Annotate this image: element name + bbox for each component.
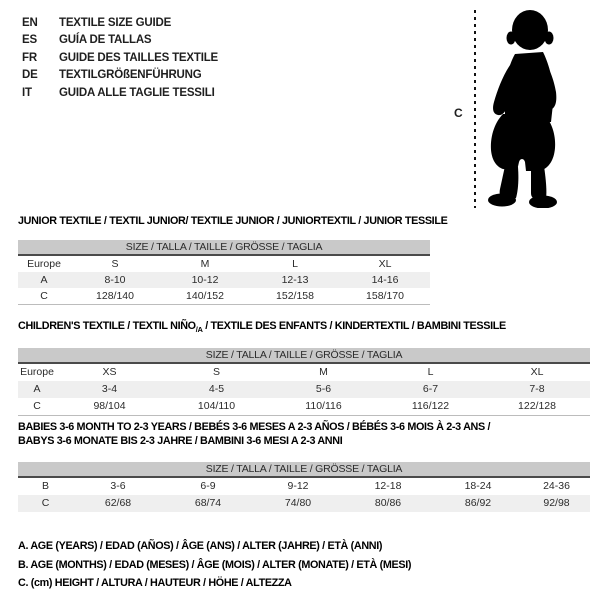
table-row (18, 288, 430, 305)
language-label: TEXTILE SIZE GUIDE (59, 17, 172, 29)
baby-silhouette-image (487, 8, 572, 208)
table-cell: 8-10 (70, 272, 160, 288)
row-label: Europe (20, 366, 54, 378)
row-label: A (18, 381, 56, 398)
table-cell: 98/104 (56, 398, 163, 416)
row-label: C (18, 288, 70, 305)
footnote-age-years: A. AGE (YEARS) / EDAD (AÑOS) / ÂGE (ANS) / ALTER (JAHRE) / ETÀ (ANNI) (18, 540, 383, 552)
children-title-text: CHILDREN'S TEXTILE / TEXTIL NIÑO (18, 320, 196, 332)
footnote-height: C. (cm) HEIGHT / ALTURA / HAUTEUR / HÖHE / ALTEZZA (18, 577, 292, 590)
language-code: DE (22, 69, 38, 82)
junior-table-title: JUNIOR TEXTILE / TEXTIL JUNIOR/ TEXTILE JUNIOR / JUNIORTEXTIL / JUNIOR TESSILE (18, 215, 448, 227)
language-label: GUÍA DE TALLAS (59, 34, 152, 47)
height-measure-label: C (454, 106, 463, 120)
language-code: IT (22, 86, 32, 99)
table-cell: 14-16 (340, 272, 430, 288)
row-label: C (18, 398, 56, 416)
table-cell: 140/152 (160, 288, 250, 305)
table-cell: 80/86 (343, 495, 433, 512)
table-cell: 5-6 (270, 381, 377, 398)
language-row (22, 32, 218, 49)
size-header: SIZE / TALLA / TAILLE / GRÖSSE / TAGLIA (18, 348, 590, 363)
table-cell: 6-7 (377, 381, 484, 398)
table-cell: 74/80 (253, 495, 343, 512)
language-label: TEXTILGRÖßENFÜHRUNG (59, 69, 202, 82)
babies-size-table (18, 462, 590, 512)
children-title-subscript: /A (195, 325, 203, 335)
footnotes (18, 537, 411, 593)
table-cell: 3-6 (110, 480, 126, 492)
table-cell: 68/74 (163, 495, 253, 512)
table-row (18, 272, 430, 288)
table-cell: 92/98 (523, 495, 590, 512)
babies-title-line1: BABIES 3-6 MONTH TO 2-3 YEARS / BEBÉS 3-6 MESES A 2-3 AÑOS / BÉBÉS 3-6 MOIS À 2-3 ANS / (18, 421, 491, 433)
table-cell: 104/110 (163, 398, 270, 416)
row-label: A (18, 272, 70, 288)
table-cell: 18-24 (464, 480, 492, 492)
language-label: GUIDE DES TAILLES TEXTILE (59, 51, 218, 64)
table-cell: M (200, 258, 210, 270)
table-cell: 6-9 (200, 480, 216, 492)
table-cell: 7-8 (484, 381, 590, 398)
table-cell: L (427, 366, 434, 378)
row-label: Europe (27, 258, 61, 270)
table-row (18, 495, 590, 512)
table-cell: 158/170 (340, 288, 430, 305)
size-header: SIZE / TALLA / TAILLE / GRÖSSE / TAGLIA (18, 240, 430, 255)
babies-title-line2: BABYS 3-6 MONATE BIS 2-3 JAHRE / BAMBINI 3-6 MESI A 2-3 ANNI (18, 434, 343, 447)
children-title-text: / TEXTILE DES ENFANTS / KINDERTEXTIL / BAMBINI TESSILE (202, 320, 506, 332)
language-row (22, 67, 218, 84)
children-size-table (18, 348, 590, 416)
table-cell: L (292, 258, 298, 270)
table-row (18, 363, 590, 381)
language-row (22, 85, 218, 102)
size-header: SIZE / TALLA / TAILLE / GRÖSSE / TAGLIA (18, 462, 590, 477)
table-cell: 152/158 (250, 288, 340, 305)
table-cell: 86/92 (433, 495, 523, 512)
table-row (18, 477, 590, 495)
table-cell: 110/116 (270, 398, 377, 416)
language-row (22, 50, 218, 67)
children-table-title (18, 320, 506, 337)
table-cell: XS (102, 366, 117, 378)
junior-size-table (18, 240, 430, 305)
row-label: B (41, 480, 49, 492)
language-code: ES (22, 34, 37, 47)
row-label: C (18, 495, 73, 512)
table-cell: S (212, 366, 220, 378)
table-row (18, 398, 590, 416)
table-cell: 10-12 (160, 272, 250, 288)
table-cell: M (319, 366, 328, 378)
table-cell: 24-36 (543, 480, 570, 492)
language-code: FR (22, 51, 37, 64)
table-cell: XL (530, 366, 544, 378)
height-dashed-line (474, 10, 476, 208)
table-cell: 62/68 (73, 495, 163, 512)
table-cell: 122/128 (484, 398, 590, 416)
table-cell: 12-18 (374, 480, 402, 492)
table-row (18, 255, 430, 272)
table-row (18, 381, 590, 398)
footnote-age-months: B. AGE (MONTHS) / EDAD (MESES) / ÂGE (MOIS) / ALTER (MONATE) / ETÀ (MESI) (18, 558, 412, 571)
language-row (22, 15, 218, 32)
language-list (22, 15, 218, 102)
table-cell: 116/122 (377, 398, 484, 416)
babies-table-title (18, 421, 490, 448)
table-cell: XL (378, 258, 392, 270)
table-cell: 4-5 (163, 381, 270, 398)
table-cell: 3-4 (56, 381, 163, 398)
table-cell: 12-13 (250, 272, 340, 288)
language-code: EN (22, 17, 38, 29)
table-cell: S (111, 258, 119, 270)
language-label: GUIDA ALLE TAGLIE TESSILI (59, 86, 215, 99)
table-cell: 9-12 (287, 480, 309, 492)
table-cell: 128/140 (70, 288, 160, 305)
